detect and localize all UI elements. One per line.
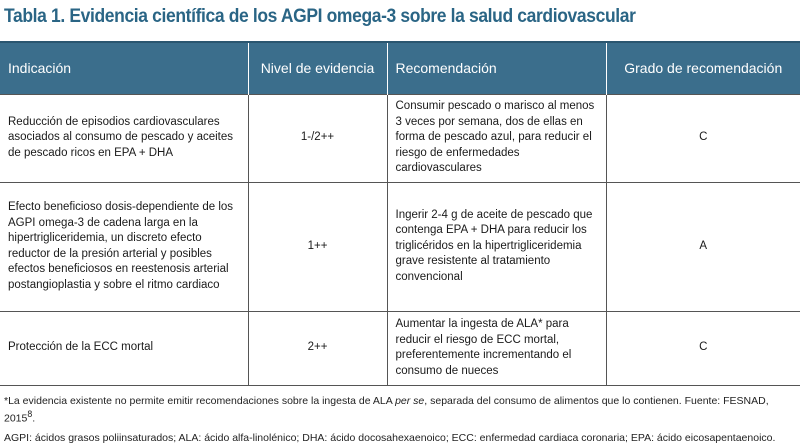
cell-nivel: 1-/2++ bbox=[248, 94, 387, 182]
table-title: Tabla 1. Evidencia científica de los AGPI omega-3 sobre la salud cardiovascular bbox=[4, 6, 636, 27]
cell-recomendacion: Consumir pescado o marisco al menos 3 veces por semana, dos de ellas en forma de pescado azul, para reducir el riesgo de enfermedades cardiovasculares bbox=[387, 94, 606, 182]
cell-nivel: 2++ bbox=[248, 311, 387, 385]
abbreviations: AGPI: ácidos grasos poliinsaturados; ALA: ácido alfa-linolénico; DHA: ácido docosahexaenoico; ECC: enfermedad cardiaca coronaria; EPA: ácido eicosapentaenoico. bbox=[4, 432, 776, 444]
footnote-reference: 8 bbox=[27, 408, 33, 419]
cell-indicacion: Protección de la ECC mortal bbox=[0, 311, 248, 385]
header-recomendacion: Recomendación bbox=[387, 42, 606, 94]
table-row bbox=[0, 311, 800, 385]
header-indicacion: Indicación bbox=[0, 42, 248, 94]
table-row bbox=[0, 94, 800, 182]
cell-grado: C bbox=[606, 94, 800, 182]
cell-indicacion: Reducción de episodios cardiovasculares asociados al consumo de pescado y aceites de pescado ricos en EPA + DHA bbox=[0, 94, 248, 182]
cell-indicacion: Efecto beneficioso dosis-dependiente de los AGPI omega-3 de cadena larga en la hipertrigliceridemia, un discreto efecto reductor de la presión arterial y posibles efectos beneficiosos en reestenosis arterial postangioplastia y sobre el ritmo cardiaco bbox=[0, 182, 248, 311]
header-grado-recomendacion: Grado de recomendación bbox=[606, 42, 800, 94]
footnote bbox=[4, 395, 796, 425]
cell-grado: C bbox=[606, 311, 800, 385]
footnote-text-3: . bbox=[32, 412, 36, 424]
cell-recomendacion: Ingerir 2-4 g de aceite de pescado que contenga EPA + DHA para reducir los triglicéridos en la hipertrigliceridemia grave resistente al tratamiento convencional bbox=[387, 182, 606, 311]
header-nivel-evidencia: Nivel de evidencia bbox=[248, 42, 387, 94]
footnote-text-2: , separada del consumo de alimentos que lo contienen. Fuente: FESNAD, 2015 bbox=[4, 395, 769, 424]
table-header-row bbox=[0, 42, 800, 94]
footnote-text-1: *La evidencia existente no permite emitir recomendaciones sobre la ingesta de ALA bbox=[4, 395, 396, 407]
cell-recomendacion: Aumentar la ingesta de ALA* para reducir el riesgo de ECC mortal, preferentemente incrementando el consumo de nueces bbox=[387, 311, 606, 385]
cell-grado: A bbox=[606, 182, 800, 311]
footnote-emphasis: per se bbox=[395, 395, 425, 407]
evidence-table bbox=[0, 41, 800, 386]
cell-nivel: 1++ bbox=[248, 182, 387, 311]
table-row bbox=[0, 182, 800, 311]
